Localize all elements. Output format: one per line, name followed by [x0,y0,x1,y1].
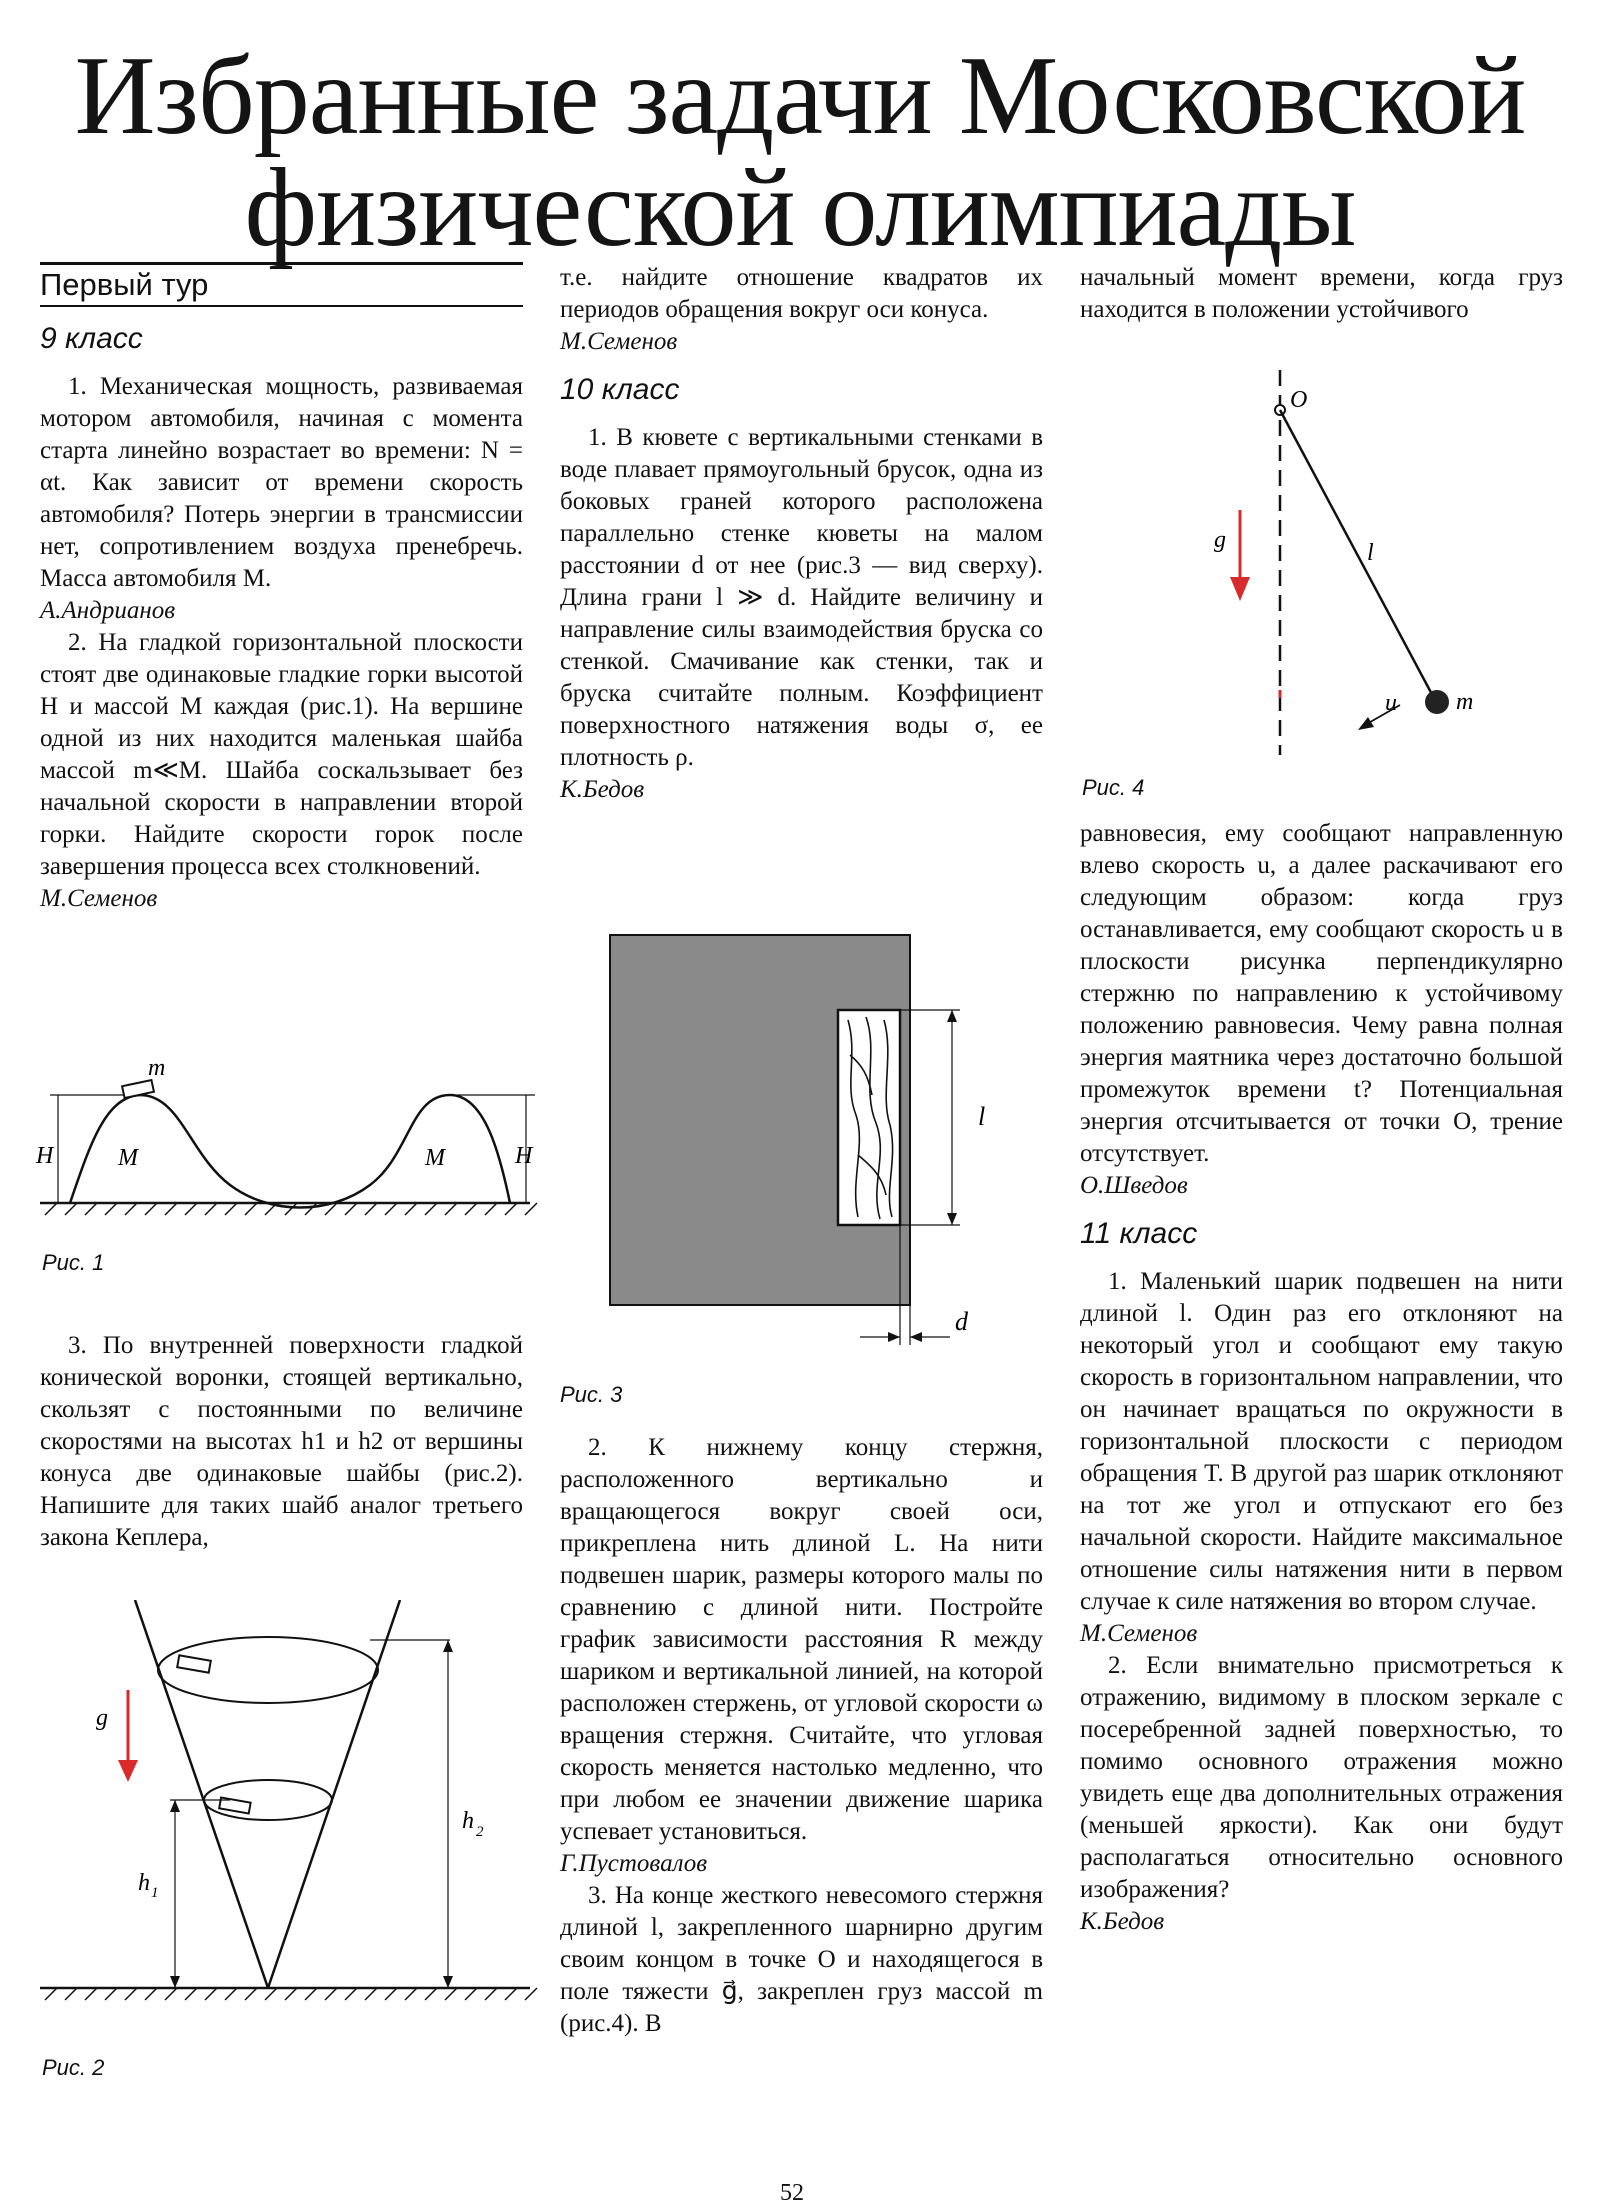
problem-9-3: 3. По внутренней поверхности гладкой конической воронки, стоящей вертикально, скользят с постоянными по величине скоростями на высотах h1 и h2 от вершины конуса две одинаковые шайбы (рис.2). Напишите для таких шайб аналог третьего закона Кеплера, [40,1332,523,1551]
label-u: u [1385,690,1397,716]
section-rule-bottom [40,305,523,307]
column-2-continued [560,1432,1043,2040]
problem-10-1: 1. В кювете с вертикальными стенками в воде плавает прямоугольный брусок, одна из боковых граней которого расположена параллельно стенке кюветы на малом расстоянии d от нее (рис.3 — вид сверху). Длина грани l ≫ d. Найдите величину и направление силы взаимодействия бруска со стенкой. Смачивание как стенки, так и бруска считайте полным. Коэффициент поверхностного натяжения воды σ, ее плотность ρ. [560,424,1043,771]
label-H-left: H [36,1143,54,1169]
author: К.Бедов [560,776,645,803]
velocity-arrow-head [1358,717,1374,730]
column-2 [560,262,1043,806]
label-h1: h [138,1870,150,1896]
author: М.Семенов [40,885,158,912]
column-1-continued [40,1330,523,1554]
label-h2-sub: 2 [476,1824,484,1840]
problem-11-2: 2. Если внимательно присмотреться к отражению, видимому в плоском зеркале с посеребренной задней поверхностью, то помимо основного отражения можно увидеть еще два дополнительных отражения (меньшей яркости). Как они будут располагаться относительно основного изображения? [1080,1652,1563,1903]
author: М.Семенов [560,328,678,355]
caption-fig2: Рис. 2 [42,2055,105,2080]
figure-3 [600,925,1000,1365]
page-title [0,34,1600,270]
author: К.Бедов [1080,1908,1165,1935]
label-m: m [148,1055,166,1081]
problem-9-2: 2. На гладкой горизонтальной плоскости стоят две одинаковые гладкие горки высотой H и массой M каждая (рис.1). На вершине одной из них находится маленькая шайба массой m≪M. Шайба соскальзывает без начальной скорости в направлении второй горки. Найдите скорости горок после завершения процесса всех столкновений. [40,629,523,880]
label-l: l [978,1102,986,1131]
section-heading: Первый тур [40,267,209,302]
gravity-arrow-head [118,1760,138,1782]
problem-9-3-end: т.е. найдите отношение квадратов их периодов обращения вокруг оси конуса. [560,264,1043,323]
figure-1 [30,1055,540,1235]
problem-10-3: 3. На конце жесткого невесомого стержня длиной l, закрепленного шарнирно другим своим концом в точке O и находящегося в поле тяжести g⃗, закреплен груз массой m (рис.4). В [560,1882,1043,2037]
problem-10-3-end: равновесия, ему сообщают направленную влево скорость u, а далее раскачивают его следующим образом: когда груз останавливается, ему сообщают скорость u в плоскости рисунка перпендикулярно стержню по направлению к устойчивому положению равновесия. Чему равна полная энергия маятника через достаточно большой промежуток времени t? Потенциальная энергия отсчитывается от точки O, трение отсутствует. [1080,820,1563,1167]
figure-4 [1210,365,1510,765]
label-g: g [1214,527,1226,553]
label-m: m [1456,689,1474,715]
puck-upper [177,1655,211,1672]
label-h2: h [462,1808,474,1834]
grade-heading-9: 9 класс [40,322,143,355]
label-M-left: M [118,1145,138,1171]
rod [1280,410,1435,700]
ground-hatching [45,1988,537,2000]
problem-9-1: 1. Механическая мощность, развиваемая мотором автомобиля, начиная с момента старта линейно возрастает во времени: N = αt. Как зависит от времени скорость автомобиля? Потерь энергии в трансмиссии нет, сопротивлением воздуха пренебречь. Масса автомобиля M. [40,373,523,592]
wooden-block [838,1010,900,1225]
cone-left [135,1600,268,1988]
title-line-1: Избранные задачи Московской [74,34,1526,158]
problem-11-1: 1. Маленький шарик подвешен на нити длиной l. Один раз его отклоняют на некоторый угол и сообщают ему такую скорость в горизонтальном направлении, что он начинает вращаться по окружности в горизонтальной плоскости с периодом обращения T. В другой раз шарик отклоняют на тот же угол и отпускают его без начальной скорости. Найдите максимальное отношение силы натяжения нити в первом случае к силе натяжения во втором случае. [1080,1268,1563,1615]
cone-right [268,1600,400,1988]
label-l: l [1367,540,1374,566]
label-d: d [955,1307,968,1336]
caption-fig3: Рис. 3 [560,1382,623,1407]
grade-heading-10: 10 класс [560,373,680,406]
caption-fig4: Рис. 4 [1082,775,1145,800]
author: М.Семенов [1080,1620,1198,1647]
ground-hatching [45,1203,537,1215]
problem-10-2: 2. К нижнему концу стержня, расположенного вертикально и вращающегося вокруг своей оси, прикреплена нить длиной L. На нити подвешен шарик, размеры которого малы по сравнению с длиной нити. Постройте график зависимости расстояния R между шариком и вертикальной линией, на которой расположен стержень, от угловой скорости ω вращения стержня. Считайте, что угловая скорость меняется настолько медленно, что при любом ее значении движение шарика успевает установиться. [560,1434,1043,1845]
author: А.Андрианов [40,597,176,624]
column-3 [1080,262,1563,326]
column-1 [40,262,523,915]
author: О.Шведов [1080,1172,1188,1199]
figure-2 [30,1600,540,2020]
title-line-2: физической олимпиады [244,146,1356,270]
caption-fig1: Рис. 1 [42,1250,105,1275]
mass-ball [1425,690,1449,714]
author: Г.Пустовалов [560,1850,708,1877]
column-3-continued [1080,818,1563,1938]
label-h1-sub: 1 [151,1885,159,1901]
grade-heading-11: 11 класс [1080,1217,1198,1250]
problem-10-3-continued: начальный момент времени, когда груз находится в положении устойчивого [1080,264,1563,323]
page-number: 52 [780,2180,804,2206]
label-H-right: H [515,1143,533,1169]
label-g: g [96,1705,108,1731]
label-M-right: M [425,1145,445,1171]
label-O: O [1290,387,1308,413]
gravity-arrow-head [1230,577,1250,601]
